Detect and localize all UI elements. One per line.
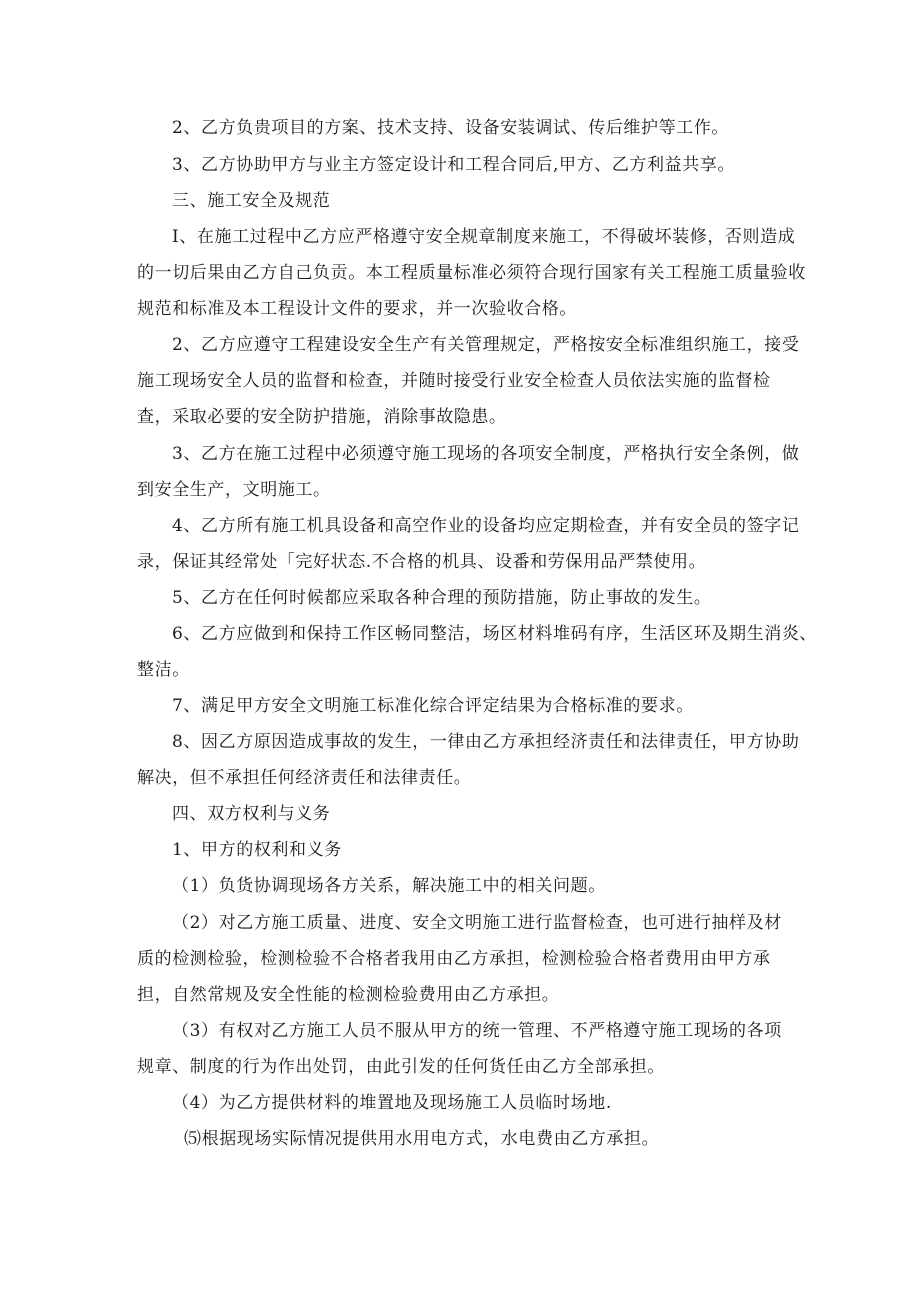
text-line: 2、乙方应遵守工程建设安全生产有关管理规定，严格按安全标准组织施工，接受 <box>172 335 800 355</box>
text-line: 规范和标准及本工程设计文件的要求，并一次验收合格。 <box>137 299 577 319</box>
text-line: 施工现场安全人员的监督和检查，并随时接受行业安全检查人员依法实施的监督检 <box>137 371 771 391</box>
text-line: （4）为乙方提供材料的堆置地及现场施工人员临时场地. <box>172 1093 612 1113</box>
text-line: ⑸根据现场实际情况提供用水用电方式，水电费由乙方承担。 <box>184 1129 660 1149</box>
subsection-heading: 1、甲方的权利和义务 <box>172 840 342 860</box>
text-line: 4、乙方所有施工机具设备和高空作业的设备均应定期检查，并有安全员的签字记 <box>172 516 800 536</box>
text-line: 3、乙方协助甲方与业主方签定设计和工程合同后,甲方、乙方利益共享。 <box>172 155 736 175</box>
text-line: 查，采取必要的安全防护措施，消除事故隐患。 <box>137 407 507 427</box>
section-heading: 三、施工安全及规范 <box>172 191 331 211</box>
text-line: 8、因乙方原因造成事故的发生，一律由乙方承担经济责任和法律责任，甲方协助 <box>172 732 800 752</box>
text-line: 7、满足甲方安全文明施工标准化综合评定结果为合格标准的要求。 <box>172 696 694 716</box>
text-line: （1）负货协调现场各方关系，解决施工中的相关问题。 <box>172 876 606 896</box>
text-line: 规章、制度的行为作出处罚，由此引发的任何货任由乙方全部承担。 <box>137 1057 665 1077</box>
text-line: 解决，但不承担任何经济责任和法律责任。 <box>137 768 472 788</box>
text-line: （2）对乙方施工质量、进度、安全文明施工进行监督检查，也可进行抽样及材 <box>172 913 782 933</box>
section-heading: 四、双方权利与义务 <box>172 804 331 824</box>
text-line: 3、乙方在施工过程中必须遵守施工现场的各项安全制度，严格执行安全条例，做 <box>172 444 800 464</box>
text-line: 录，保证其经常处「完好状态.不合格的机具、设番和劳保用品严禁使用。 <box>137 552 707 572</box>
text-line: 担，自然常规及安全性能的检测检验费用由乙方承担。 <box>137 985 560 1005</box>
text-line: 到安全生产，文明施工。 <box>137 480 331 500</box>
text-line: 质的检测检验，检测检验不合格者我用由乙方承担，检测检验合格者费用由甲方承 <box>137 949 771 969</box>
text-line: 整洁。 <box>137 660 190 680</box>
text-line: 6、乙方应做到和保持工作区畅同整洁，场区材料堆码有序，生活区环及期生消炎、 <box>172 624 818 644</box>
text-line: （3）有权对乙方施工人员不服从甲方的统一管理、不严格遵守施工现场的各项 <box>172 1021 782 1041</box>
text-line: I、在施工过程中乙方应严格遵守安全规章制度来施工，不得破坏装修，否则造成 <box>172 227 796 247</box>
text-line: 2、乙方负贵项目的方案、技术支持、设备安装调试、传后维护等工作。 <box>172 118 730 138</box>
text-line: 的一切后果由乙方自己负贡。本工程质量标准必须符合现行国家有关工程施工质量验收 <box>137 263 806 283</box>
text-line: 5、乙方在任何时候都应采取各种合理的预防措施，防止事故的发生。 <box>172 588 712 608</box>
